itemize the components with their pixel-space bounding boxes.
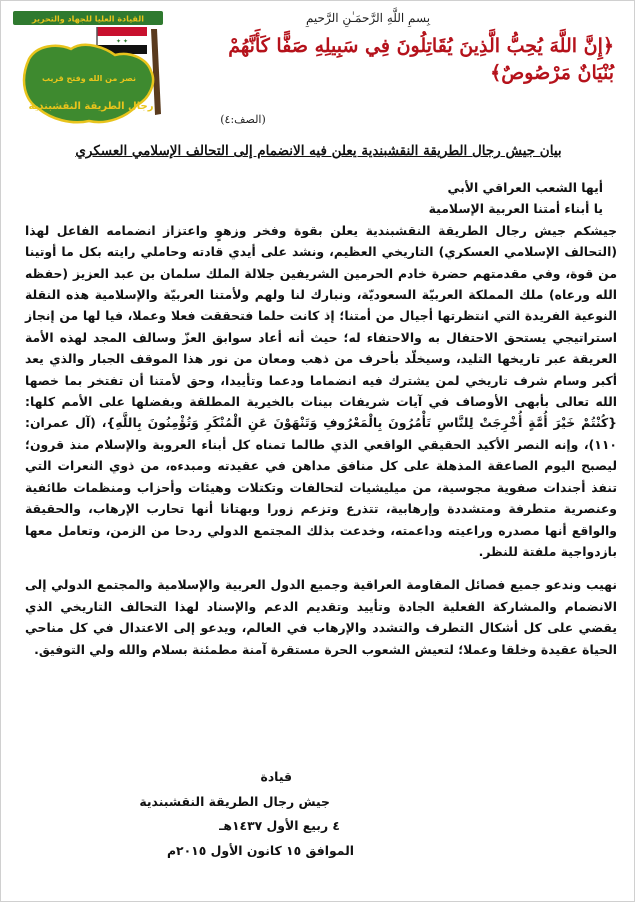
emblem-logo <box>11 9 179 135</box>
greeting-line-2: يا أبناء أمتنا العربية الإسلامية <box>428 201 603 217</box>
svg-text:✦ ✦: ✦ ✦ <box>116 38 128 45</box>
logo-bottom-text: رجال الطريقة النقشبندية <box>28 101 154 112</box>
document-header <box>1 1 635 136</box>
statement-body <box>25 177 617 660</box>
basmala: بِسمِ اللَّهِ الرَّحمَـٰنِ الرَّحيمِ <box>305 11 431 25</box>
quran-verse: ﴿إِنَّ اللَّهَ يُحِبُّ الَّذِينَ يُقَاتِلُونَ فِي سَبِيلِهِ صَفًّا كَأَنَّهُمْ بُنْيَانٌ مَرْصُوصٌ﴾ <box>228 35 614 84</box>
logo-middle-text: نصر من الله وفتح قريب <box>42 74 136 83</box>
greeting-line-1: أيها الشعب العراقي الأبي <box>447 180 603 195</box>
verse-reference: (الصف:٤) <box>220 113 266 126</box>
signature-line-4: الموافق ١٥ كانون الأول ٢٠١٥م <box>166 842 354 858</box>
logo-top-text: القيادة العليا للجهاد والتحرير <box>32 14 144 24</box>
signature-block <box>104 765 354 863</box>
signature-line-1: قيادة <box>260 769 292 784</box>
paragraph-1: جيشكم جيش رجال الطريقة النقشبندية يعلن بقوة وفخر وزهوٍ واعتزاز انضمامه الفاعل لهذا (التحالف الإسلامي العسكري) التاريخي العظيم، ونشد على أيدي قادته وحاملي رايته بكل ما أوتينا من قوة، وفي مقدمتهم حضرة خادم الحرمين الشريفين جلالة الملك سلمان بن عبد العزيز (حفظه الله ورعاه) ملك المملكة العربيّة السعوديّة، ونبارك لنا ولهم ولأمتنا العربيّة والإسلامية هذه النقلة النوعية الفريدة التي انتظرتها أجيال من أمتنا؛ إذ كانت حلما فتحققت فعلا وعملا، فيا لها من إنجاز استراتيجي يستحق الاحتفال به والاحتفاء له؛ حيث أنه أعاد سوابق العزّ وسالف المجد لهذه الأمة العريقة عبر تاريخها التليد، وسيخلّد بأحرف من ذهب ومعان من نور هذا الموقف الجبار والذي يعد أكبر وسام شرف تاريخي لمن يشترك فيه انضماما ودعما وتأييدا، وحق لأمتنا أن تفتخر بما خصها الله تعالى بأبهى الأوصاف في آيات شريفات بينات بالخيرية المطلقة وبفضلها على الأمم كلها: {كُنْتُمْ خَيْرَ أُمَّةٍ أُخْرِجَتْ لِلنَّاسِ تَأْمُرُونَ بِالْمَعْرُوفِ وَتَنْهَوْنَ عَنِ الْمُنْكَرِ وَتُؤْمِنُونَ بِاللَّهِ}، (آل عمران: ١١٠)، وإنه النصر الأكيد الحقيقي الواقعي الذي طالما تمناه كل أبناء العروبة والإسلام منذ قرون؛ ليصبح اليوم الصاعقة المذهلة على كل منافق مداهن في عقيدته ومبدءه، من ذوي النعرات التي تنفذ أجندات صفوية مجوسية، من ميليشيات لتحالفات وتكتلات وهيئات وأحزاب ومنظمات طائفية وعنصرية متطرفة ومتشددة وإرهابية، تتذرع وتزعم زورا وبهتانا أنها تحارب الإرهاب، والحقيقة والواقع أنها مصدره وراعيته وداعمته، وخدعت بذلك المجتمع الدولي ردحا من الزمن، وتعامل معها بازدواجية ملفتة للنظر. <box>25 222 617 559</box>
paragraph-2: نهيب وندعو جميع فصائل المقاومة العراقية وجميع الدول العربية والإسلامية والمجتمع الدولي إلى الانضمام والمشاركة الفعلية الجادة وتأييد وتقديم الدعم والإسناد لهذا التحالف التاريخي الذي يقضي على كل أشكال التطرف والتشدد والإرهاب في العالم، ويدعو إلى الاعتدال في كل مناحي الحياة عقيدة وخلقا وعملا؛ لتعيش الشعوب الحرة مستقرة آمنة مطمئنة بسلام والله ولي التوفيق. <box>25 577 617 657</box>
statement-title: بيان جيش رجال الطريقة النقشبندية يعلن فيه الانضمام إلى التحالف الإسلامي العسكري <box>75 143 562 159</box>
emblem-logo-graphic <box>11 9 179 135</box>
signature-line-3: ٤ ربيع الأول ١٤٣٧هـ <box>219 818 340 833</box>
signature-line-2: جيش رجال الطريقة النقشبندية <box>139 793 330 809</box>
